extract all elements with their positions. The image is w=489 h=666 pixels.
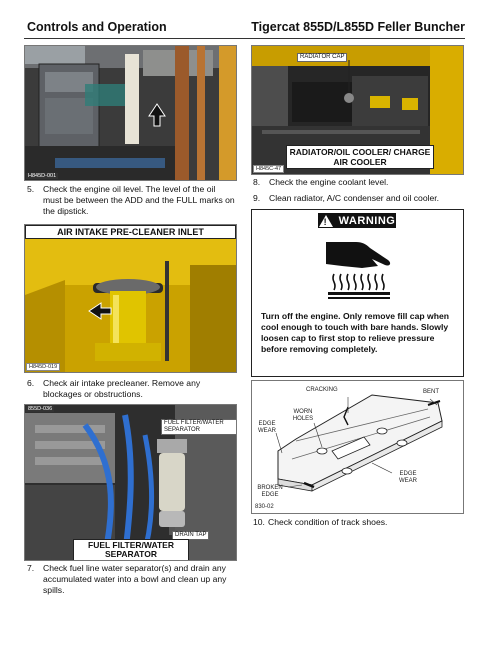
track-shoe-diagram — [251, 380, 464, 514]
fuel-filter-photo — [24, 404, 237, 561]
step-text: Check fuel line water separator(s) and drain any accumulated water into a bowl and clean up any spills. — [43, 563, 227, 595]
warning-header — [318, 213, 396, 228]
header-rule — [24, 38, 465, 39]
step-6 — [27, 378, 235, 402]
step-text: Clean radiator, A/C condenser and oil cooler. — [269, 193, 440, 203]
label-bent: BENT — [423, 389, 440, 395]
manual-title: Tigercat 855D/L855D Feller Buncher — [251, 20, 465, 34]
fuel-filter-callout: FUEL FILTER/WATER SEPARATOR — [161, 419, 237, 435]
step-number: 8. — [253, 177, 261, 187]
label-broken-edge: BROKEN EDGE — [257, 485, 283, 498]
step-8 — [253, 177, 463, 189]
label-edge-wear-left: EDGE WEAR — [258, 421, 276, 434]
label-worn-holes: WORN HOLES — [292, 409, 314, 422]
step-text: Check the engine coolant level. — [269, 177, 389, 187]
figure-code: H845D-019 — [26, 363, 60, 371]
figure-banner: AIR INTAKE PRE-CLEANER INLET — [25, 225, 236, 239]
step-10 — [253, 517, 463, 529]
figure-code: H845C-47 — [253, 165, 284, 173]
air-intake-photo — [24, 224, 237, 373]
figure-banner: RADIATOR/OIL COOLER/ CHARGE AIR COOLER — [286, 145, 434, 169]
warning-triangle-icon: ! — [319, 215, 333, 227]
step-9 — [253, 193, 465, 205]
step-number: 5. — [27, 184, 35, 194]
air-intake-illustration — [25, 225, 236, 372]
figure-code: H845D-001 — [28, 173, 57, 179]
step-number: 6. — [27, 378, 35, 388]
figure-code: 830-02 — [255, 504, 274, 510]
drain-tap-callout: DRAIN TAP — [172, 531, 209, 540]
step-7 — [27, 563, 235, 599]
step-number: 10. — [253, 517, 265, 527]
radiator-photo — [251, 45, 464, 175]
engine-oil-photo — [24, 45, 237, 181]
label-edge-wear-right: EDGE WEAR — [399, 471, 417, 484]
radiator-cap-callout: RADIATOR CAP — [297, 53, 347, 62]
section-title: Controls and Operation — [27, 20, 167, 34]
warning-title: WARNING — [338, 214, 396, 227]
figure-code: 855D-036 — [28, 406, 53, 412]
label-cracking: CRACKING — [306, 387, 338, 393]
warning-text: Turn off the engine. Only remove fill cap when cool enough to touch with bare hands. Slowly loosen cap to first stop to relieve pressure before removing completely. — [261, 311, 449, 354]
step-number: 7. — [27, 563, 35, 573]
step-text: Check air intake precleaner. Remove any blockages or obstructions. — [43, 378, 201, 399]
figure-banner: FUEL FILTER/WATER SEPARATOR — [73, 539, 189, 561]
step-number: 9. — [253, 193, 261, 203]
engine-oil-illustration — [25, 46, 236, 180]
hot-surface-hand-icon — [322, 234, 398, 300]
step-text: Check condition of track shoes. — [268, 517, 388, 527]
step-text: Check the engine oil level. The level of the oil must be between the ADD and the FULL marks on the dipstick. — [43, 184, 235, 216]
warning-box — [251, 209, 464, 377]
step-5 — [27, 184, 235, 218]
